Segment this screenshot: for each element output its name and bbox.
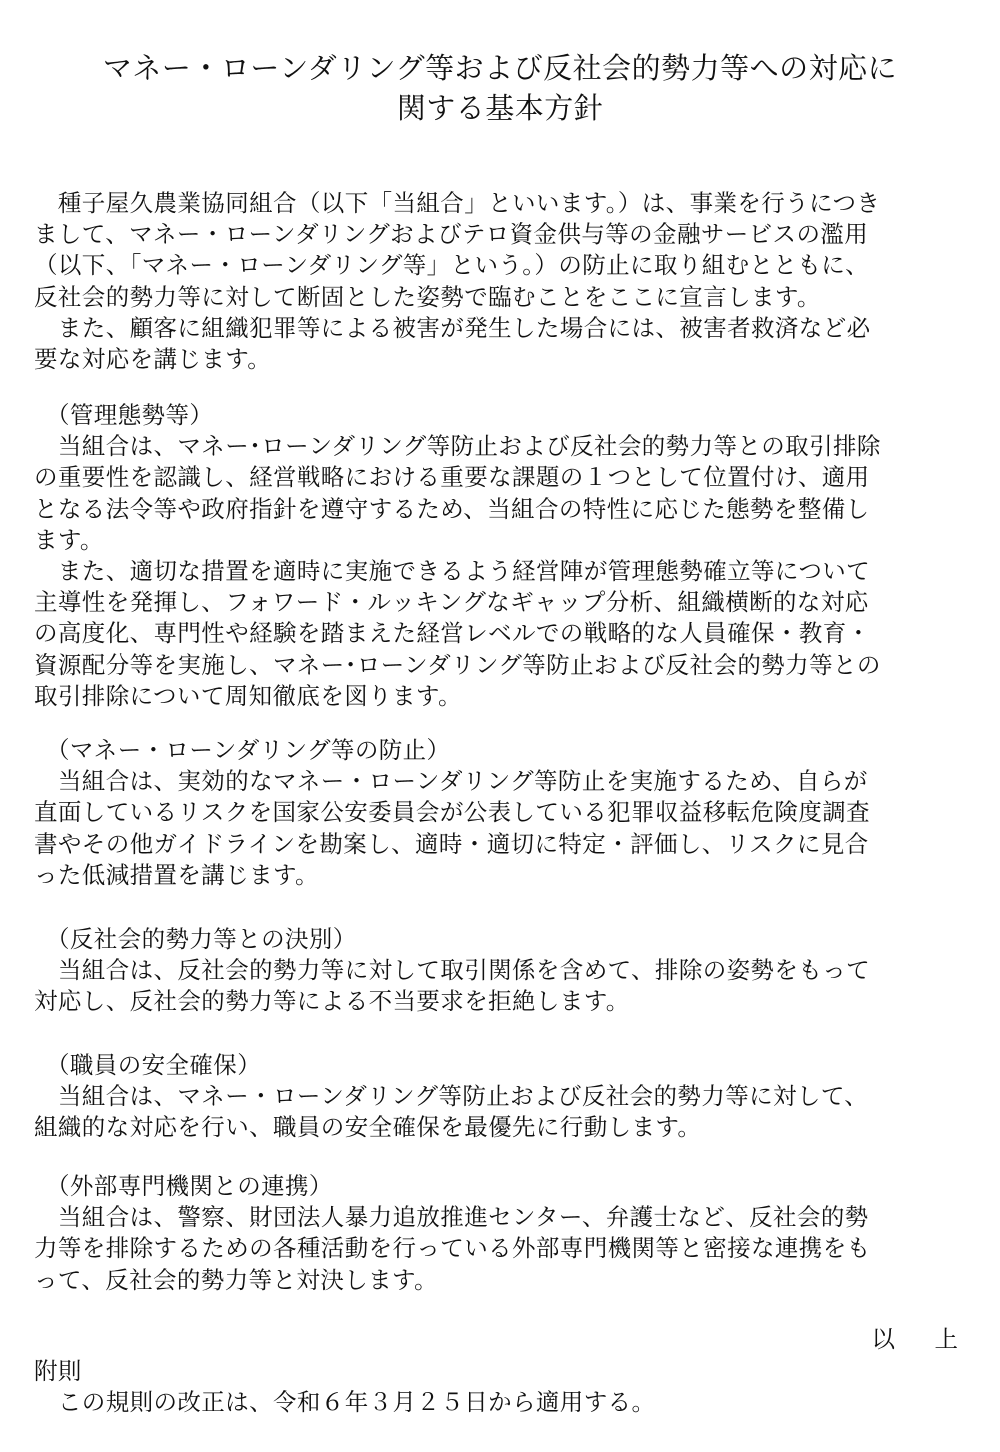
section-line: 力等を排除するための各種活動を行っている外部専門機関等と密接な連携をも xyxy=(34,1234,871,1263)
section-aml-prevention xyxy=(34,735,970,891)
section-heading: （管理態勢等） xyxy=(46,401,214,429)
section-line: の重要性を認識し、経営戦略における重要な課題の１つとして位置付け、適用 xyxy=(34,463,870,492)
section-heading: （職員の安全確保） xyxy=(46,1051,262,1079)
section-line: った低減措置を講じます。 xyxy=(34,860,319,889)
section-line: 主導性を発揮し、フォワード・ルッキングなギャップ分析、組織横断的な対応 xyxy=(34,588,869,617)
section-line: 書やその他ガイドラインを勘案し、適時・適切に特定・評価し、リスクに見合 xyxy=(34,829,869,858)
section-line: 資源配分等を実施し、マネー･ローンダリング等防止および反社会的勢力等との xyxy=(34,650,881,679)
intro-line: 種子屋久農業協同組合（以下「当組合」といいます。）は、事業を行うにつき xyxy=(34,189,881,217)
supplementary-provisions xyxy=(34,1356,970,1418)
supplementary-text: この規則の改正は、令和６年３月２５日から適用する。 xyxy=(34,1388,656,1417)
section-line: 直面しているリスクを国家公安委員会が公表している犯罪収益移転危険度調査 xyxy=(34,798,871,827)
intro-line: （以下、「マネー・ローンダリング等」という。）の防止に取り組むとともに、 xyxy=(34,251,870,280)
supplementary-heading: 附則 xyxy=(34,1357,82,1385)
intro-line: 反社会的勢力等に対して断固とした姿勢で臨むことをここに宣言します。 xyxy=(34,282,821,311)
section-line: 当組合は、警察、財団法人暴力追放推進センター、弁護士など、反社会的勢 xyxy=(34,1203,869,1232)
section-line: また、適切な措置を適時に実施できるよう経営陣が管理態勢確立等について xyxy=(34,556,871,585)
section-line: 組織的な対応を行い、職員の安全確保を最優先に行動します。 xyxy=(34,1113,702,1142)
section-line: 対応し、反社会的勢力等による不当要求を拒絶します。 xyxy=(34,987,630,1016)
section-external-cooperation xyxy=(34,1171,970,1296)
section-management xyxy=(34,400,970,712)
section-line: 当組合は、マネー・ローンダリング等防止および反社会的勢力等に対して、 xyxy=(34,1082,869,1111)
document-title-line-1: マネー・ローンダリング等および反社会的勢力等への対応に xyxy=(102,51,898,85)
section-line: 当組合は、マネー･ローンダリング等防止および反社会的勢力等との取引排除 xyxy=(34,432,881,461)
conclusion-mark: 以 上 xyxy=(871,1325,966,1353)
section-line: となる法令等や政府指針を遵守するため、当組合の特性に応じた態勢を整備し xyxy=(34,494,870,523)
section-line: 当組合は、実効的なマネー・ローンダリング等防止を実施するため、自らが xyxy=(34,767,868,796)
intro-paragraph xyxy=(34,188,970,375)
intro-line: まして、マネー・ローンダリングおよびテロ資金供与等の金融サービスの濫用 xyxy=(34,220,869,249)
section-heading: （外部専門機関との連携） xyxy=(46,1172,333,1200)
section-heading: （反社会的勢力等との決別） xyxy=(46,925,357,953)
section-line: の高度化、専門性や経験を踏まえた経営レベルでの戦略的な人員確保・教育・ xyxy=(34,619,871,648)
section-staff-safety xyxy=(34,1050,970,1144)
section-line: って、反社会的勢力等と対決します。 xyxy=(34,1265,438,1294)
section-severance xyxy=(34,924,970,1018)
intro-line: また、顧客に組織犯罪等による被害が発生した場合には、被害者救済など必 xyxy=(34,313,871,342)
document-title-line-2: 関する基本方針 xyxy=(396,91,604,125)
section-line: 取引排除について周知徹底を図ります。 xyxy=(34,681,462,710)
section-line: ます。 xyxy=(34,525,104,554)
section-heading: （マネー・ローンダリング等の防止） xyxy=(46,736,451,764)
section-line: 当組合は、反社会的勢力等に対して取引関係を含めて、排除の姿勢をもって xyxy=(34,956,871,985)
intro-line: 要な対応を講じます。 xyxy=(34,344,272,373)
